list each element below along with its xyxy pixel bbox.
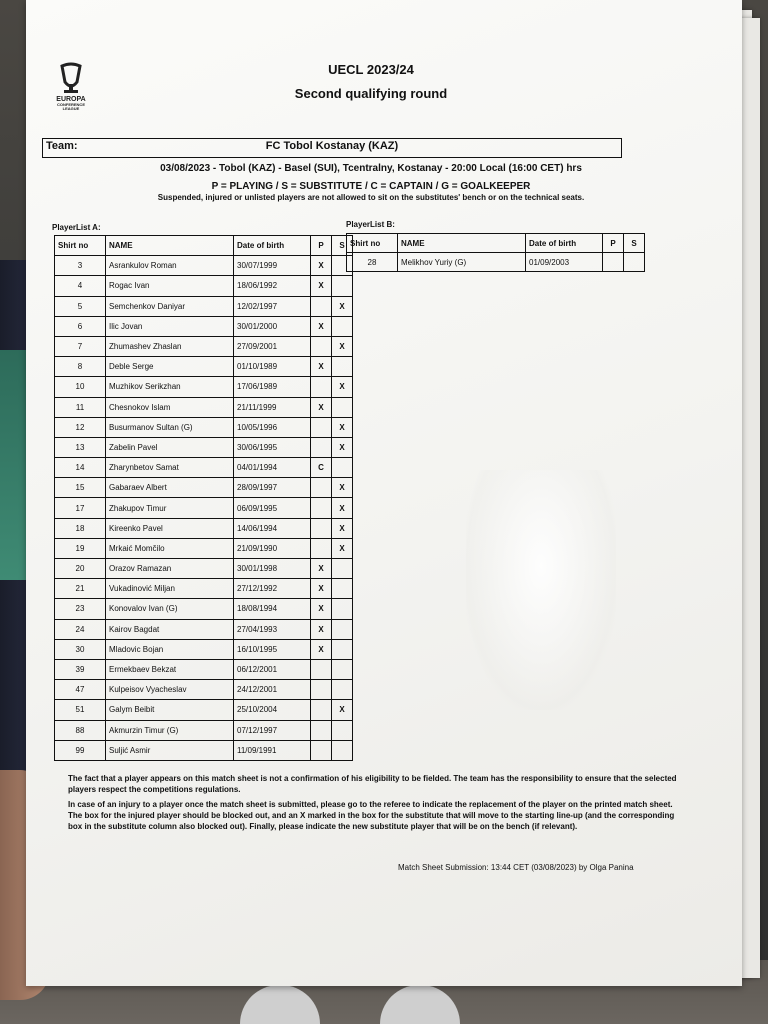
cell-dob: 30/06/1995: [234, 437, 311, 457]
cell-p: X: [311, 559, 332, 579]
cell-shirt-no: 99: [55, 740, 106, 760]
cell-name: Rogac Ivan: [106, 276, 234, 296]
table-row: [55, 639, 353, 659]
table-row: [55, 437, 353, 457]
cell-shirt-no: 28: [347, 253, 398, 272]
cell-p: [311, 336, 332, 356]
cell-name: Zharynbetov Samat: [106, 458, 234, 478]
cell-s: [332, 639, 353, 659]
cell-p: [311, 437, 332, 457]
header-dob: Date of birth: [234, 236, 311, 256]
cell-p: X: [311, 639, 332, 659]
cell-s: [332, 579, 353, 599]
cell-name: Kulpeisov Vyacheslav: [106, 680, 234, 700]
cell-name: Suljić Asmir: [106, 740, 234, 760]
cell-name: Zhumashev Zhaslan: [106, 336, 234, 356]
cell-dob: 30/01/2000: [234, 316, 311, 336]
header-p: P: [311, 236, 332, 256]
submission-info: Match Sheet Submission: 13:44 CET (03/08/2023) by Olga Panina: [398, 863, 634, 872]
cell-name: Konovalov Ivan (G): [106, 599, 234, 619]
cell-dob: 25/10/2004: [234, 700, 311, 720]
table-row: [55, 357, 353, 377]
cell-dob: 06/09/1995: [234, 498, 311, 518]
cell-p: [311, 700, 332, 720]
cell-s: X: [332, 498, 353, 518]
cell-s: [332, 740, 353, 760]
cell-shirt-no: 5: [55, 296, 106, 316]
cell-s: [332, 397, 353, 417]
table-row: [55, 740, 353, 760]
cell-p: X: [311, 357, 332, 377]
header-dob: Date of birth: [526, 234, 603, 253]
cell-dob: 21/09/1990: [234, 538, 311, 558]
cell-name: Galym Beibit: [106, 700, 234, 720]
cell-shirt-no: 7: [55, 336, 106, 356]
table-row: [55, 538, 353, 558]
cell-shirt-no: 10: [55, 377, 106, 397]
cell-name: Deble Serge: [106, 357, 234, 377]
cell-shirt-no: 17: [55, 498, 106, 518]
cell-p: X: [311, 276, 332, 296]
cell-s: X: [332, 296, 353, 316]
cell-shirt-no: 4: [55, 276, 106, 296]
header-shirt-no: Shirt no: [347, 234, 398, 253]
cell-dob: 24/12/2001: [234, 680, 311, 700]
cell-p: X: [311, 619, 332, 639]
cell-name: Mladovic Bojan: [106, 639, 234, 659]
cell-shirt-no: 8: [55, 357, 106, 377]
cell-shirt-no: 21: [55, 579, 106, 599]
playerlist-a-table: [54, 235, 353, 761]
header-p: P: [603, 234, 624, 253]
cell-name: Orazov Ramazan: [106, 559, 234, 579]
cell-s: [332, 659, 353, 679]
cell-name: Mrkaić Momčilo: [106, 538, 234, 558]
cell-name: Muzhikov Serikzhan: [106, 377, 234, 397]
cell-dob: 17/06/1989: [234, 377, 311, 397]
cell-dob: 28/09/1997: [234, 478, 311, 498]
legend: P = PLAYING / S = SUBSTITUTE / C = CAPTAIN / G = GOALKEEPER: [211, 181, 531, 192]
playerlist-b-label: PlayerList B:: [346, 220, 395, 229]
round-title: Second qualifying round: [294, 86, 448, 101]
table-row: [55, 700, 353, 720]
cell-s: X: [332, 336, 353, 356]
table-row: [55, 498, 353, 518]
table-row: [55, 599, 353, 619]
cell-dob: 30/01/1998: [234, 559, 311, 579]
cell-name: Asrankulov Roman: [106, 256, 234, 276]
cell-dob: 21/11/1999: [234, 397, 311, 417]
cell-s: X: [332, 700, 353, 720]
cell-dob: 18/06/1992: [234, 276, 311, 296]
team-box: [42, 138, 622, 158]
competition-title: UECL 2023/24: [328, 62, 414, 77]
cell-p: [311, 518, 332, 538]
cell-s: [332, 619, 353, 639]
cell-shirt-no: 12: [55, 417, 106, 437]
cell-name: Akmurzin Timur (G): [106, 720, 234, 740]
cell-dob: 27/04/1993: [234, 619, 311, 639]
cell-name: Kireenko Pavel: [106, 518, 234, 538]
cell-p: X: [311, 579, 332, 599]
table-row: [55, 680, 353, 700]
cell-s: X: [332, 518, 353, 538]
cell-s: X: [332, 538, 353, 558]
table-row: [55, 478, 353, 498]
cell-dob: 27/09/2001: [234, 336, 311, 356]
cell-p: X: [311, 397, 332, 417]
cell-name: Zabelin Pavel: [106, 437, 234, 457]
cell-dob: 01/10/1989: [234, 357, 311, 377]
table-row: [55, 619, 353, 639]
header-shirt-no: Shirt no: [55, 236, 106, 256]
cell-p: [311, 720, 332, 740]
cell-name: Ermekbaev Bekzat: [106, 659, 234, 679]
cell-shirt-no: 11: [55, 397, 106, 417]
team-name: FC Tobol Kostanay (KAZ): [265, 140, 399, 152]
table-row: [55, 559, 353, 579]
cell-s: [332, 599, 353, 619]
table-row: [55, 336, 353, 356]
match-info: 03/08/2023 - Tobol (KAZ) - Basel (SUI), Tcentralny, Kostanay - 20:00 Local (16:00 CET) hrs: [160, 163, 582, 174]
header-s: S: [332, 236, 353, 256]
cell-name: Vukadinović Miljan: [106, 579, 234, 599]
cell-p: [311, 680, 332, 700]
table-row: [55, 417, 353, 437]
cell-s: [332, 276, 353, 296]
cell-p: [311, 296, 332, 316]
cell-shirt-no: 15: [55, 478, 106, 498]
table-row: [55, 256, 353, 276]
table-header-row: [55, 236, 353, 256]
cell-s: [332, 559, 353, 579]
cell-p: [311, 417, 332, 437]
cell-p: X: [311, 316, 332, 336]
cell-s: [332, 680, 353, 700]
cell-shirt-no: 6: [55, 316, 106, 336]
cell-s: X: [332, 478, 353, 498]
cell-p: [603, 253, 624, 272]
cell-name: Busurmanov Sultan (G): [106, 417, 234, 437]
team-label: Team:: [46, 140, 78, 152]
cell-dob: 18/08/1994: [234, 599, 311, 619]
wet-stain: [466, 470, 616, 710]
cell-dob: 10/05/1996: [234, 417, 311, 437]
cell-shirt-no: 14: [55, 458, 106, 478]
cell-shirt-no: 23: [55, 599, 106, 619]
eligibility-note: The fact that a player appears on this match sheet is not a confirmation of his eligibility to be fielded. The team has the responsibility to ensure that the selected players respect the competitions regulations.: [68, 774, 677, 794]
table-row: [55, 316, 353, 336]
cell-shirt-no: 20: [55, 559, 106, 579]
cell-p: [311, 377, 332, 397]
cell-p: X: [311, 599, 332, 619]
bench-rule: Suspended, injured or unlisted players are not allowed to sit on the substitutes' bench or on the technical seats.: [157, 193, 585, 202]
cell-shirt-no: 19: [55, 538, 106, 558]
cell-dob: 12/02/1997: [234, 296, 311, 316]
cell-p: [311, 538, 332, 558]
cell-name: Gabaraev Albert: [106, 478, 234, 498]
table-row: [55, 518, 353, 538]
cell-p: [311, 659, 332, 679]
cell-shirt-no: 18: [55, 518, 106, 538]
logo-text: EUROPA CONFERENCE LEAGUE: [56, 96, 86, 111]
cell-p: X: [311, 256, 332, 276]
table-row: [55, 296, 353, 316]
table-row: [55, 720, 353, 740]
cell-dob: 04/01/1994: [234, 458, 311, 478]
header-s: S: [624, 234, 645, 253]
cell-name: Semchenkov Daniyar: [106, 296, 234, 316]
cell-s: X: [332, 437, 353, 457]
cell-name: Chesnokov Islam: [106, 397, 234, 417]
cell-shirt-no: 88: [55, 720, 106, 740]
cell-dob: 11/09/1991: [234, 740, 311, 760]
cell-shirt-no: 24: [55, 619, 106, 639]
cell-s: X: [332, 417, 353, 437]
table-header-row: [347, 234, 645, 253]
cell-dob: 27/12/1992: [234, 579, 311, 599]
cell-p: C: [311, 458, 332, 478]
cell-shirt-no: 3: [55, 256, 106, 276]
cell-name: Zhakupov Timur: [106, 498, 234, 518]
cell-s: [332, 316, 353, 336]
header-name: NAME: [106, 236, 234, 256]
injury-note: In case of an injury to a player once the match sheet is submitted, please go to the referee to indicate the replacement of the player on the printed match sheet. The box for the injured player should be blocked out, and an X marked in the box for the substitute that will move to the starting line-up (and the corresponding box in the substitute column also blocked out). Finally, please indicate the new substitute player that will be on the bench (if relevant).: [68, 800, 675, 831]
cell-name: Melikhov Yuriy (G): [398, 253, 526, 272]
table-row: [55, 458, 353, 478]
cell-dob: 14/06/1994: [234, 518, 311, 538]
cell-shirt-no: 39: [55, 659, 106, 679]
cell-s: [332, 720, 353, 740]
cell-dob: 16/10/1995: [234, 639, 311, 659]
playerlist-b-table: [346, 233, 645, 272]
cell-s: X: [332, 377, 353, 397]
cell-s: [332, 458, 353, 478]
cell-p: [311, 498, 332, 518]
cell-dob: 07/12/1997: [234, 720, 311, 740]
cell-dob: 06/12/2001: [234, 659, 311, 679]
table-row: [55, 659, 353, 679]
table-row: [347, 253, 645, 272]
cell-p: [311, 478, 332, 498]
cell-s: [332, 357, 353, 377]
cell-shirt-no: 13: [55, 437, 106, 457]
cell-name: Ilic Jovan: [106, 316, 234, 336]
table-row: [55, 579, 353, 599]
cell-dob: 30/07/1999: [234, 256, 311, 276]
header-name: NAME: [398, 234, 526, 253]
table-row: [55, 377, 353, 397]
playerlist-a-label: PlayerList A:: [52, 223, 101, 232]
match-sheet: [26, 0, 742, 986]
cell-name: Kairov Bagdat: [106, 619, 234, 639]
cell-shirt-no: 30: [55, 639, 106, 659]
cell-shirt-no: 47: [55, 680, 106, 700]
cell-dob: 01/09/2003: [526, 253, 603, 272]
cell-s: [624, 253, 645, 272]
cell-p: [311, 740, 332, 760]
table-row: [55, 276, 353, 296]
cell-shirt-no: 51: [55, 700, 106, 720]
table-row: [55, 397, 353, 417]
